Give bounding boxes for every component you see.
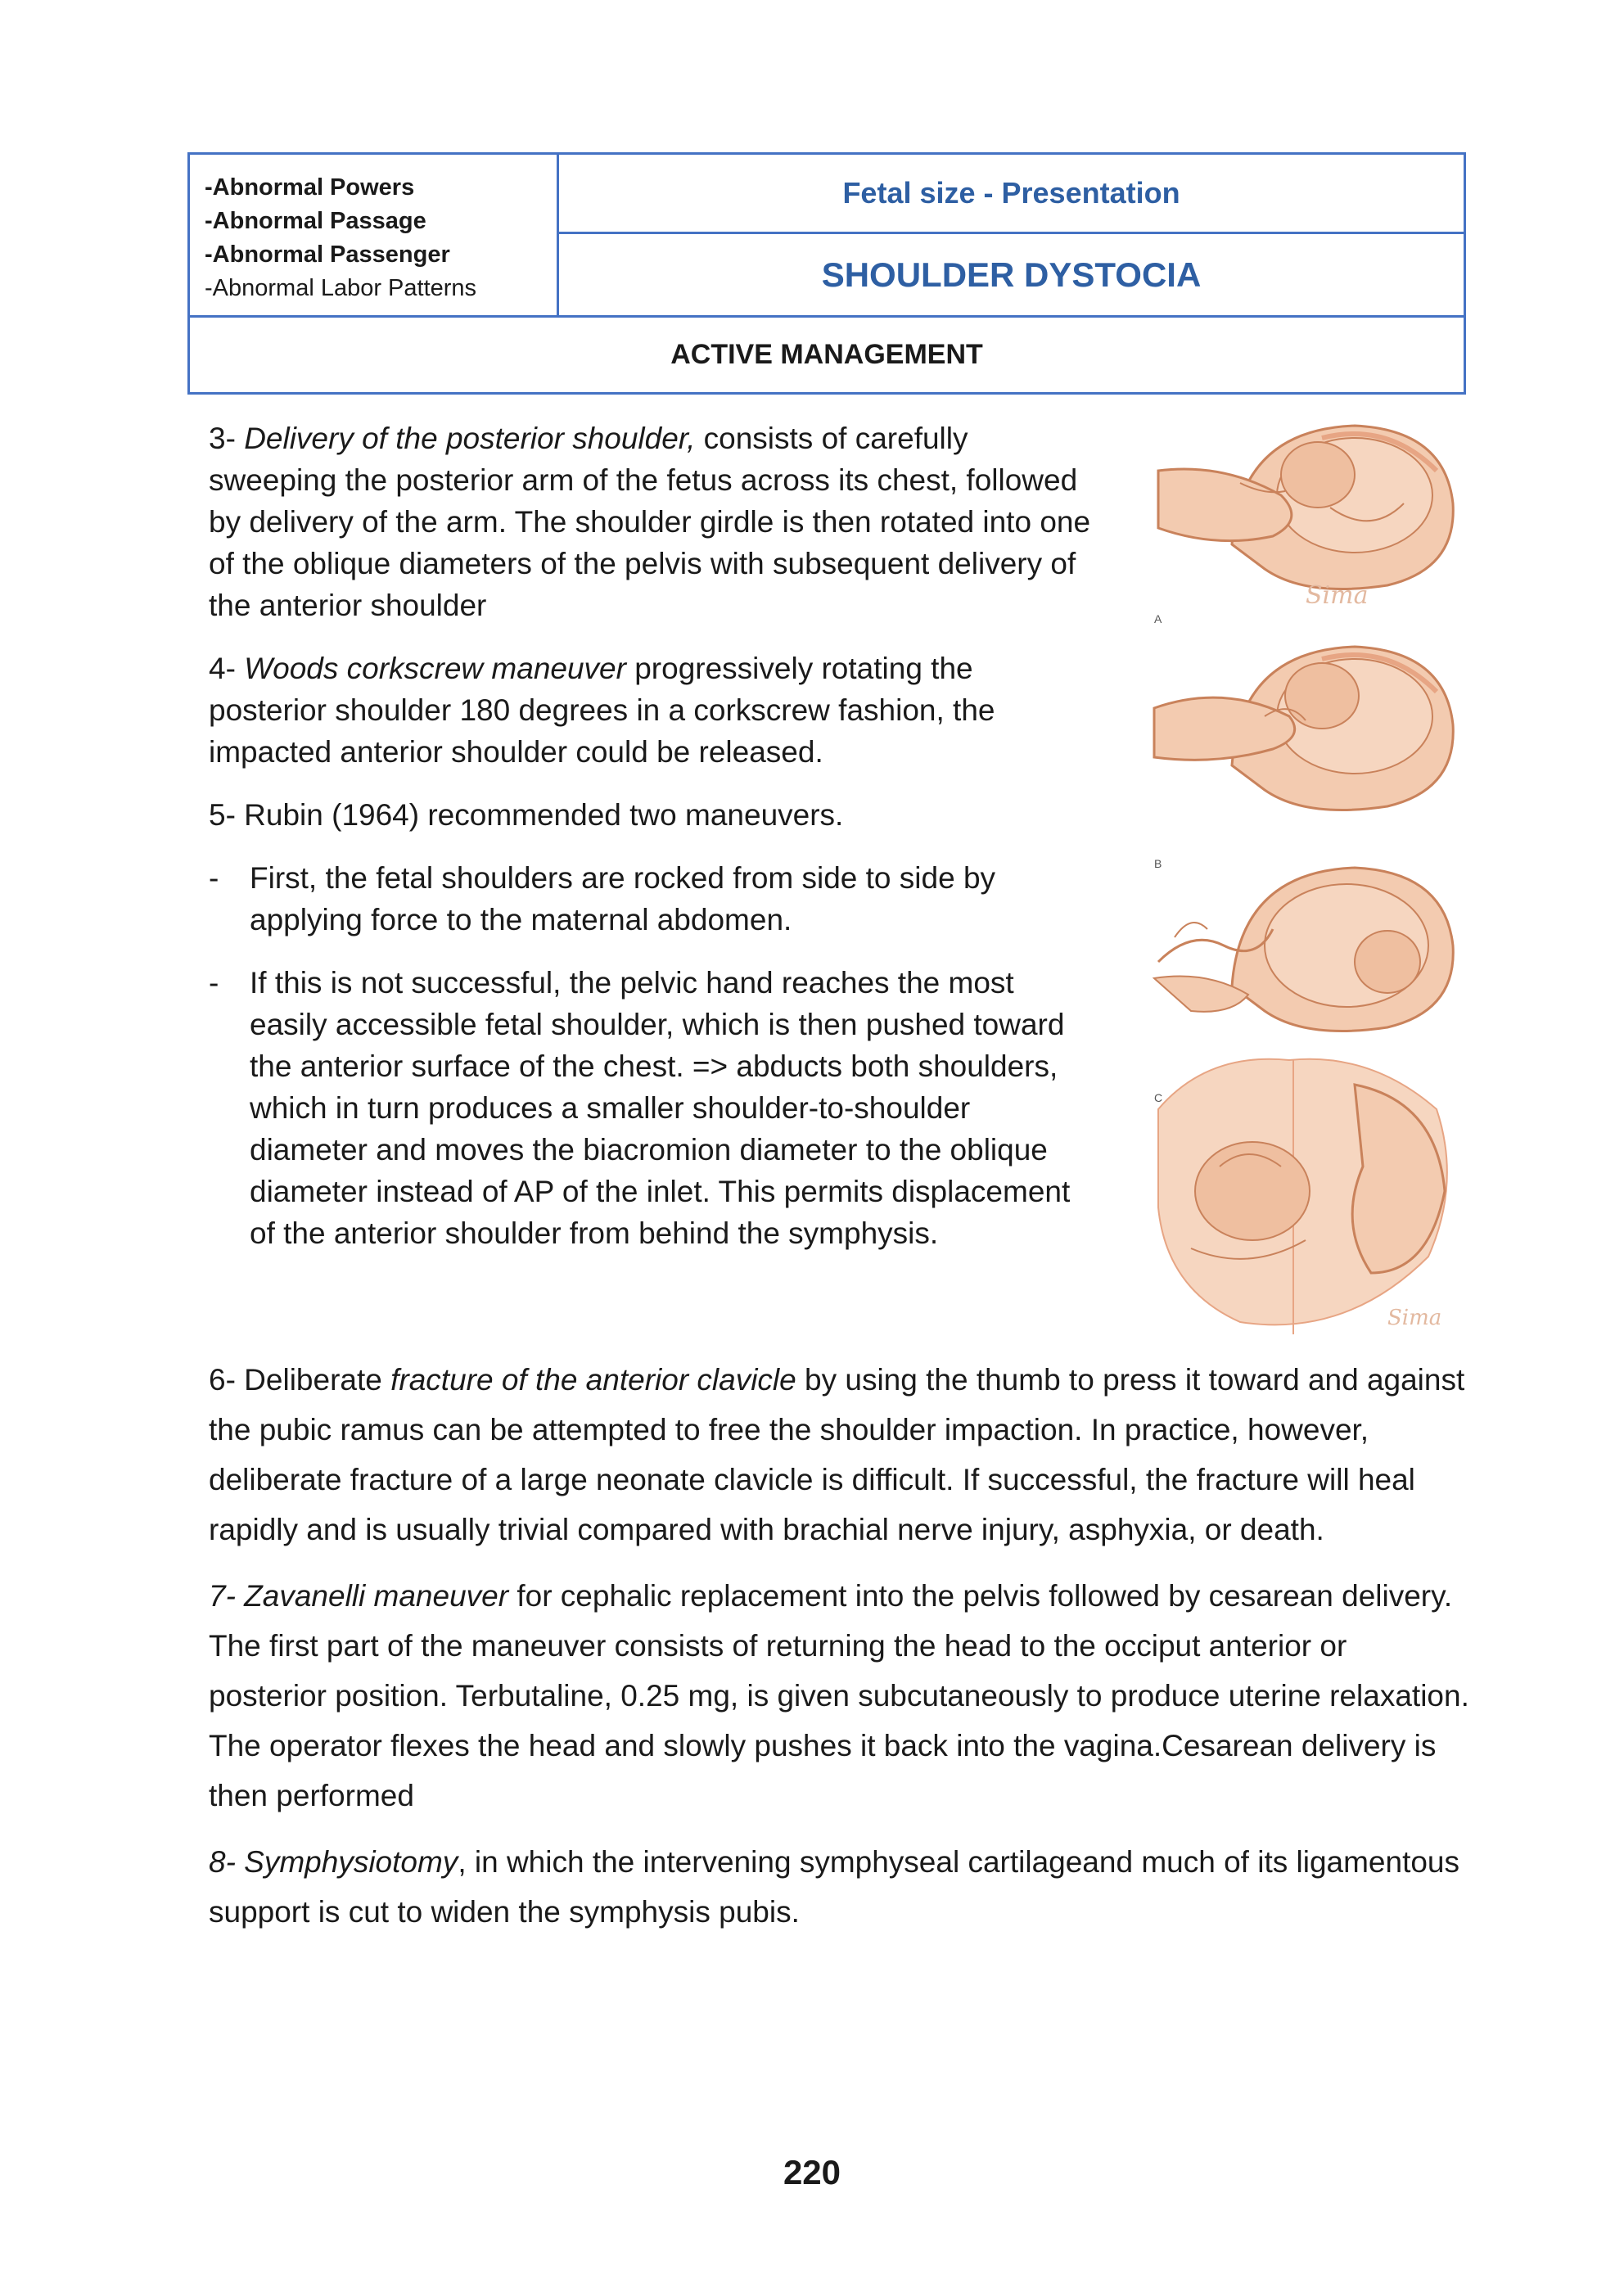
- category-list: [190, 155, 559, 315]
- maneuver-illustration-svg: [1142, 405, 1461, 1347]
- header-subtitle: Fetal size - Presentation: [559, 155, 1464, 234]
- panel-label-a: A: [1154, 612, 1162, 625]
- category-item: -Abnormal Labor Patterns: [205, 275, 477, 301]
- paragraph-5: 5- Rubin (1964) recommended two maneuvers.: [209, 798, 844, 832]
- paragraph-6: 6- Deliberate fracture of the anterior clavicle by using the thumb to press it toward and against the pubic ramus can be attempted to free the shoulder impaction. In practice, however, deliberate fracture of a large neonate clavicle is difficult. If successful, the fracture will heal rapidly and is usually trivial compared with brachial nerve injury, asphyxia, or death.: [209, 1363, 1465, 1546]
- panel-a-drawing: [1158, 426, 1453, 589]
- panel-c-drawing: [1154, 868, 1453, 1031]
- paragraph-7: 7- Zavanelli maneuver for cephalic replacement into the pelvis followed by cesarean delivery. The first part of the maneuver consists of returning the head to the occiput anterior or posterior position. Terbutaline, 0.25 mg, is given subcutaneously to produce uterine relaxation. The operator flexes the head and slowly pushes it back into the vagina.Cesarean delivery is then performed: [209, 1579, 1469, 1812]
- category-item: -Abnormal Powers: [205, 174, 415, 201]
- maneuver-illustration: [1142, 405, 1461, 1347]
- paragraph-3: 3- Delivery of the posterior shoulder, consists of carefully sweeping the posterior arm of the fetus across its chest, followed by delivery of the arm. The shoulder girdle is then rotated into one of the oblique diameters of the pelvis with subsequent delivery of the anterior shoulder: [209, 422, 1091, 622]
- lower-text-block: [209, 1355, 1469, 1953]
- panel-label-b: B: [1154, 857, 1162, 870]
- list-item: - If this is not successful, the pelvic hand reaches the most easily accessible fetal shoulder, which is then pushed toward the anterior surface of the chest. => abducts both shoulders, which in turn produces a smaller shoulder-to-shoulder diameter and moves the biacromion diameter to the oblique diameter instead of AP of the inlet. This permits displacement of the anterior shoulder from behind the symphysis.: [209, 966, 1071, 1250]
- list-item: - First, the fetal shoulders are rocked from side to side by applying force to the maternal abdomen.: [209, 861, 996, 936]
- artist-signature: Sima: [1387, 1306, 1442, 1330]
- header-table: [187, 152, 1466, 395]
- section-title: ACTIVE MANAGEMENT: [190, 315, 1464, 392]
- artist-signature: Sima: [1306, 581, 1369, 610]
- category-item: -Abnormal Passage: [205, 208, 426, 234]
- paragraph-8: 8- Symphysiotomy, in which the intervening symphyseal cartilageand much of its ligamentous support is cut to widen the symphysis pubis.: [209, 1845, 1460, 1929]
- panel-label-c: C: [1154, 1091, 1163, 1104]
- upper-text-block: [209, 417, 1093, 1275]
- panel-d-drawing: [1158, 1059, 1447, 1334]
- paragraph-4: 4- Woods corkscrew maneuver progressively rotating the posterior shoulder 180 degrees in a corkscrew fashion, the impacted anterior shoulder could be released.: [209, 652, 995, 769]
- panel-b-drawing: [1154, 647, 1453, 810]
- category-item: -Abnormal Passenger: [205, 241, 450, 268]
- header-title: SHOULDER DYSTOCIA: [821, 255, 1202, 294]
- page-number: 220: [783, 2153, 841, 2191]
